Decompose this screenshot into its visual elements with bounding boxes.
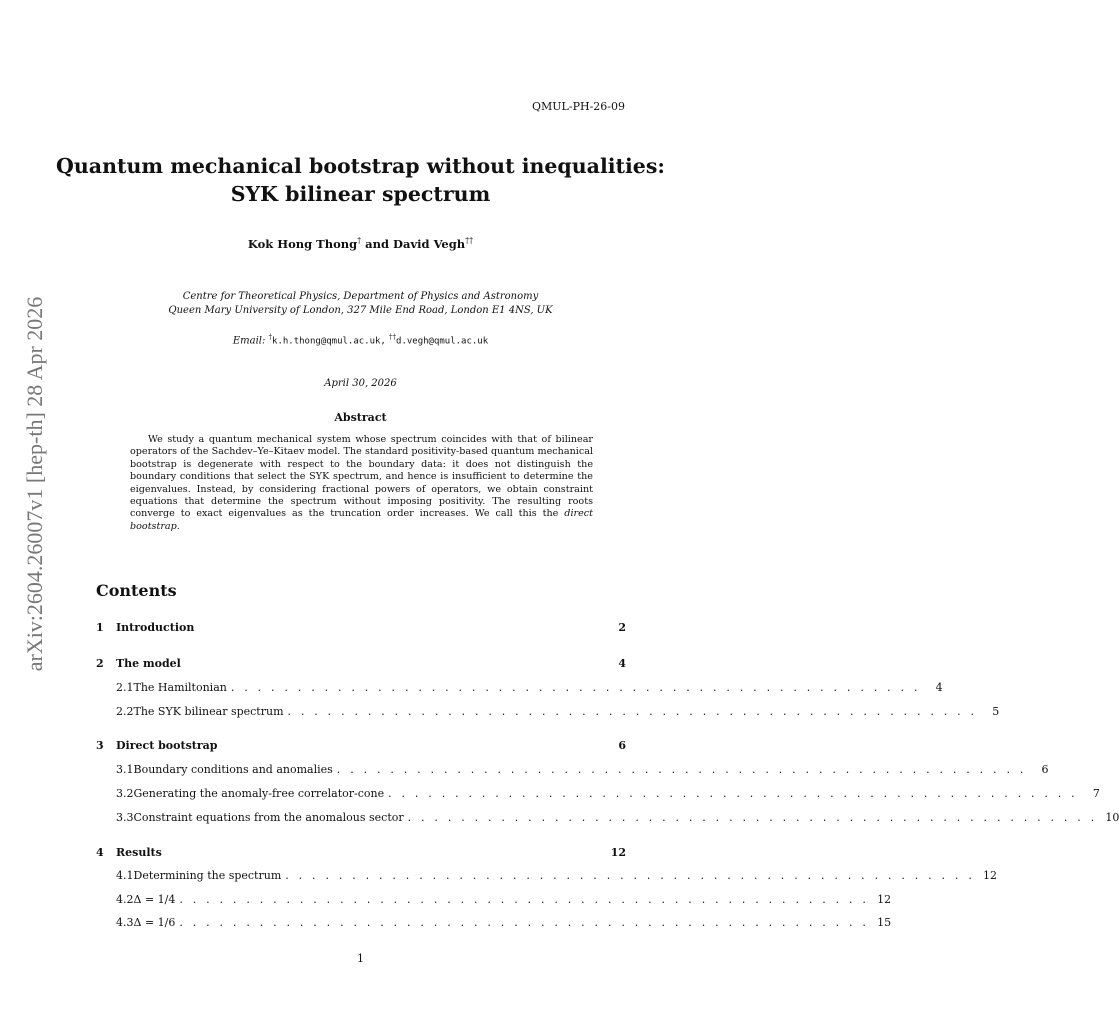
email-address[interactable]: k.h.thong@qmul.ac.uk, xyxy=(272,336,386,347)
author-name: David Vegh xyxy=(393,236,466,251)
footnote-mark: †† xyxy=(465,236,474,245)
arxiv-stamp: arXiv:2604.26007v1 [hep-th] 28 Apr 2026 xyxy=(22,296,47,672)
abstract-emphasis: direct bootstrap xyxy=(130,508,593,532)
toc-title: Generating the anomaly-free correlator-cone xyxy=(133,787,385,800)
toc-title: The Hamiltonian xyxy=(133,681,227,694)
toc-subsection-3-2[interactable] xyxy=(96,787,1100,800)
paper-title xyxy=(0,152,721,208)
toc-title: The model xyxy=(116,657,181,670)
author-conjunction: and xyxy=(365,236,390,251)
toc-page: 10 xyxy=(1105,811,1119,824)
toc-leader: . . . . . . . . . . . . . . . . . . . . . . . . . . . . . . . . . . . . . . . . . . . . . . . . . . . . xyxy=(179,916,870,929)
toc-section-1[interactable] xyxy=(96,621,626,634)
toc-title: Boundary conditions and anomalies xyxy=(133,763,333,776)
page-number: 1 xyxy=(357,952,364,965)
report-number: QMUL-PH-26-09 xyxy=(532,100,625,113)
toc-leader: . . . . . . . . . . . . . . . . . . . . . . . . . . . . . . . . . . . . . . . . . . . . . . . . . . . . xyxy=(407,811,1098,824)
toc-number: 3.2 xyxy=(116,787,134,800)
toc-leader: . . . . . . . . . . . . . . . . . . . . . . . . . . . . . . . . . . . . . . . . . . . . . . . . . . . . xyxy=(287,705,978,718)
toc-page: 5 xyxy=(992,705,1000,718)
toc-page: 6 xyxy=(618,739,626,752)
toc-section-3[interactable] xyxy=(96,739,626,752)
toc-leader: . . . . . . . . . . . . . . . . . . . . . . . . . . . . . . . . . . . . . . . . . . . . . . . . . . . . xyxy=(336,763,1027,776)
toc-page: 6 xyxy=(1041,763,1049,776)
toc-page: 12 xyxy=(983,869,998,882)
toc-subsection-4-2[interactable] xyxy=(96,893,892,906)
toc-leader: . . . . . . . . . . . . . . . . . . . . . . . . . . . . . . . . . . . . . . . . . . . . . . . . . . . . xyxy=(230,681,921,694)
email-line xyxy=(0,333,721,346)
toc-title: The SYK bilinear spectrum xyxy=(133,705,284,718)
toc-number: 2.2 xyxy=(116,705,134,718)
abstract-body xyxy=(130,434,593,533)
toc-leader: . . . . . . . . . . . . . . . . . . . . . . . . . . . . . . . . . . . . . . . . . . . . . . . . . . . . xyxy=(388,787,1078,800)
toc-page: 7 xyxy=(1092,787,1100,800)
footnote-mark: † xyxy=(268,333,273,341)
toc-number: 4 xyxy=(96,846,104,859)
abstract-period: . xyxy=(176,520,180,532)
toc-page: 4 xyxy=(935,681,943,694)
toc-title: Determining the spectrum xyxy=(133,869,282,882)
toc-title: Δ = 1/4 xyxy=(133,893,176,906)
toc-title: Constraint equations from the anomalous sector xyxy=(133,811,404,824)
affiliation xyxy=(0,290,721,318)
toc-number: 3.3 xyxy=(116,811,134,824)
paper-date: April 30, 2026 xyxy=(324,378,397,389)
toc-subsection-2-2[interactable] xyxy=(96,705,1000,718)
toc-number: 4.1 xyxy=(116,869,134,882)
toc-leader: . . . . . . . . . . . . . . . . . . . . . . . . . . . . . . . . . . . . . . . . . . . . . . . . . . . . xyxy=(179,893,870,906)
footnote-mark: †† xyxy=(389,333,397,341)
toc-title: Δ = 1/6 xyxy=(133,916,176,929)
affiliation-line: Queen Mary University of London, 327 Mile End Road, London E1 4NS, UK xyxy=(168,305,553,316)
toc-number: 2.1 xyxy=(116,681,134,694)
toc-page: 12 xyxy=(877,893,892,906)
email-label: Email: xyxy=(232,335,266,347)
toc-number: 3.1 xyxy=(116,763,134,776)
toc-page: 4 xyxy=(618,657,626,670)
toc-page: 15 xyxy=(877,916,892,929)
toc-title: Introduction xyxy=(116,621,195,634)
toc-subsection-2-1[interactable] xyxy=(96,681,943,694)
footnote-mark: † xyxy=(357,236,362,245)
toc-page: 12 xyxy=(610,846,626,859)
toc-subsection-4-3[interactable] xyxy=(96,916,892,929)
author-name: Kok Hong Thong xyxy=(247,236,358,251)
toc-subsection-3-3[interactable] xyxy=(96,811,1119,824)
author-list xyxy=(0,236,721,251)
toc-page: 2 xyxy=(618,621,626,634)
toc-section-4[interactable] xyxy=(96,846,626,859)
contents-heading: Contents xyxy=(96,581,177,600)
toc-subsection-3-1[interactable] xyxy=(96,763,1049,776)
toc-number: 3 xyxy=(96,739,104,752)
toc-leader: . . . . . . . . . . . . . . . . . . . . . . . . . . . . . . . . . . . . . . . . . . . . . . . . . . . . xyxy=(285,869,976,882)
title-line-2: SYK bilinear spectrum xyxy=(230,182,491,206)
toc-title: Direct bootstrap xyxy=(116,739,218,752)
toc-number: 4.2 xyxy=(116,893,134,906)
affiliation-line: Centre for Theoretical Physics, Department of Physics and Astronomy xyxy=(182,291,539,302)
toc-section-2[interactable] xyxy=(96,657,626,670)
toc-number: 4.3 xyxy=(116,916,134,929)
toc-subsection-4-1[interactable] xyxy=(96,869,998,882)
abstract-heading: Abstract xyxy=(334,411,387,424)
abstract-text: We study a quantum mechanical system whose spectrum coincides with that of bilinear operators of the Sachdev–Ye–Kitaev model. The standard positivity-based quantum mechanical bootstrap is degenerate with respect to the boundary data: it does not distinguish the boundary conditions that select the SYK spectrum, and hence is insufficient to determine the eigenvalues. Instead, by considering fractional powers of operators, we obtain constraint equations that determine the spectrum without imposing positivity. The resulting roots converge to exact eigenvalues as the truncation order increases. We call this the xyxy=(130,434,593,520)
title-line-1: Quantum mechanical bootstrap without inequalities: xyxy=(56,154,665,178)
toc-number: 1 xyxy=(96,621,104,634)
email-address[interactable]: d.vegh@qmul.ac.uk xyxy=(396,336,489,347)
toc-title: Results xyxy=(116,846,162,859)
toc-number: 2 xyxy=(96,657,104,670)
